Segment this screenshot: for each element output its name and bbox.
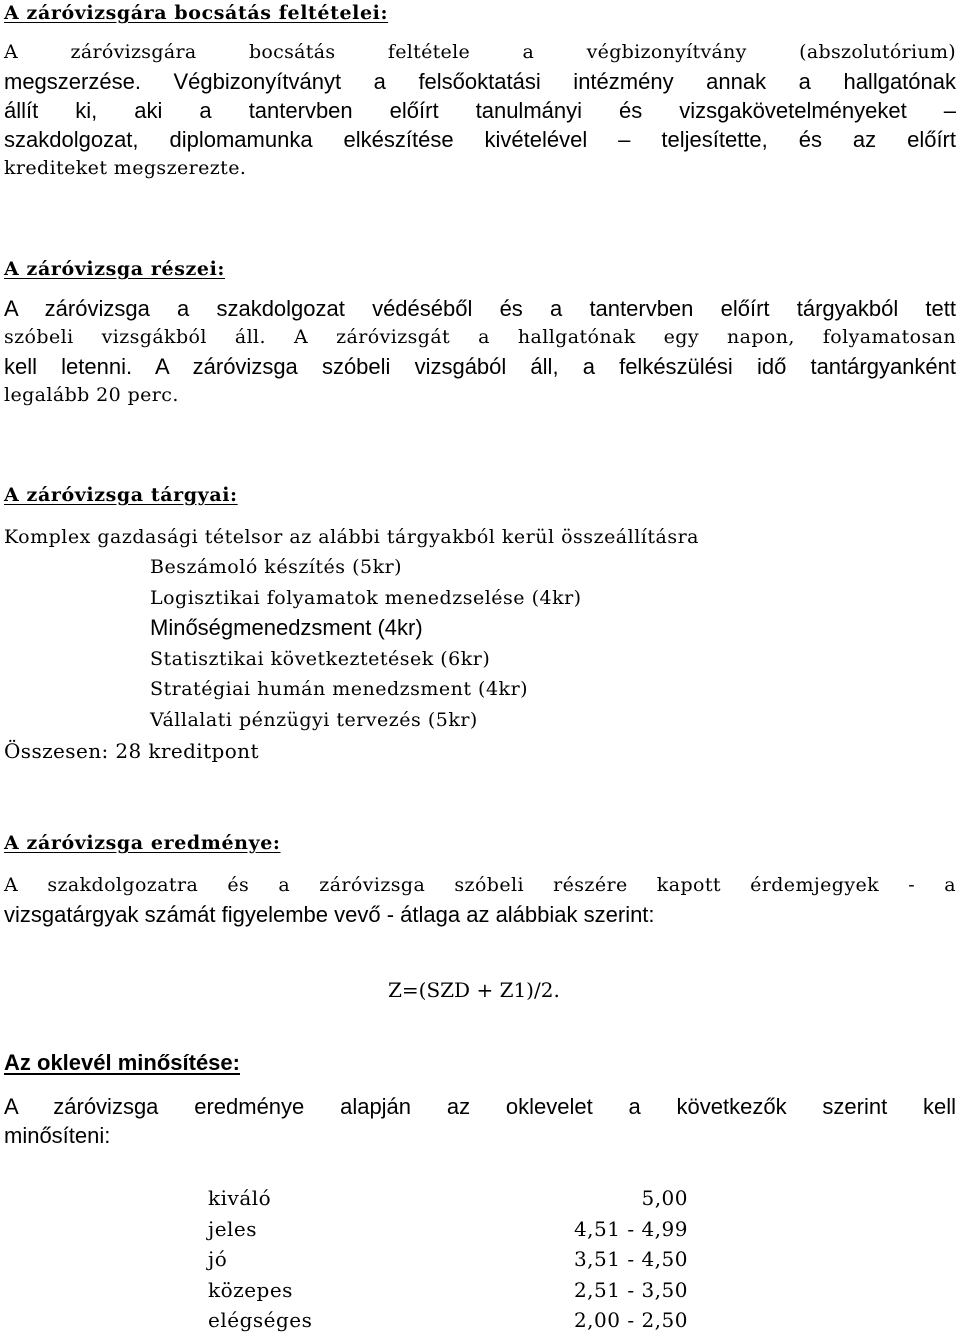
result-paragraph bbox=[4, 871, 956, 929]
grade-range: 5,00 bbox=[641, 1186, 688, 1211]
grade-range: 2,00 - 2,50 bbox=[573, 1308, 688, 1333]
subject-item: Vállalati pénzügyi tervezés (5kr) bbox=[150, 709, 478, 731]
grade-row bbox=[208, 1275, 688, 1306]
subject-item: Logisztikai folyamatok menedzselése (4kr) bbox=[150, 587, 582, 609]
subjects-intro: Komplex gazdasági tételsor az alábbi tárgyakból kerül összeállításra bbox=[4, 526, 699, 548]
admission-line: állít ki, aki a tantervben előírt tanulmányi és vizsgakövetelményeket – bbox=[4, 98, 956, 123]
parts-line: legalább 20 perc. bbox=[4, 384, 179, 406]
grade-label: kiváló bbox=[208, 1186, 272, 1211]
grade-range: 4,51 - 4,99 bbox=[573, 1216, 688, 1241]
grade-range: 2,51 - 3,50 bbox=[573, 1277, 688, 1302]
grade-table bbox=[208, 1183, 688, 1336]
parts-paragraph bbox=[4, 294, 956, 410]
grade-label: közepes bbox=[208, 1277, 293, 1302]
subjects-total: Összesen: 28 kreditpont bbox=[4, 739, 259, 763]
diploma-heading: Az oklevél minősítése: bbox=[4, 1050, 240, 1075]
grade-label: jó bbox=[208, 1247, 228, 1272]
admission-line: szakdolgozat, diplomamunka elkészítése kivételével – teljesítette, és az előírt bbox=[4, 127, 956, 152]
subjects-heading: A záróvizsga tárgyai: bbox=[4, 484, 238, 506]
admission-line: krediteket megszerezte. bbox=[4, 157, 247, 179]
diploma-line: A záróvizsga eredménye alapján az oklevelet a következők szerint kell bbox=[4, 1094, 956, 1119]
subject-item: Beszámoló készítés (5kr) bbox=[150, 556, 403, 578]
grade-row bbox=[208, 1183, 688, 1214]
subject-item: Statisztikai következtetések (6kr) bbox=[150, 648, 491, 670]
result-line: A szakdolgozatra és a záróvizsga szóbeli részére kapott érdemjegyek - a bbox=[4, 874, 956, 896]
parts-line: A záróvizsga a szakdolgozat védéséből és a tantervben előírt tárgyakból tett bbox=[4, 296, 956, 321]
subject-item: Stratégiai humán menedzsment (4kr) bbox=[150, 678, 529, 700]
admission-line: megszerzése. Végbizonyítványt a felsőoktatási intézmény annak a hallgatónak bbox=[4, 69, 956, 94]
grade-range: 3,51 - 4,50 bbox=[573, 1247, 688, 1272]
admission-heading: A záróvizsgára bocsátás feltételei: bbox=[4, 2, 389, 24]
admission-line: A záróvizsgára bocsátás feltétele a végbizonyítvány (abszolutórium) bbox=[4, 41, 956, 63]
result-formula: Z=(SZD + Z1)/2. bbox=[388, 978, 560, 1002]
parts-line: szóbeli vizsgákból áll. A záróvizsgát a hallgatónak egy napon, folyamatosan bbox=[4, 326, 956, 348]
parts-line: kell letenni. A záróvizsga szóbeli vizsgából áll, a felkészülési idő tantárgyanként bbox=[4, 354, 956, 379]
grade-row bbox=[208, 1214, 688, 1245]
grade-row bbox=[208, 1305, 688, 1336]
result-line: vizsgatárgyak számát figyelembe vevő - átlaga az alábbiak szerint: bbox=[4, 902, 655, 927]
result-heading: A záróvizsga eredménye: bbox=[4, 832, 281, 854]
admission-paragraph bbox=[4, 38, 956, 183]
grade-row bbox=[208, 1244, 688, 1275]
subject-item: Minőségmenedzsment (4kr) bbox=[150, 615, 423, 640]
diploma-paragraph bbox=[4, 1092, 956, 1150]
diploma-line: minősíteni: bbox=[4, 1123, 111, 1148]
parts-heading: A záróvizsga részei: bbox=[4, 258, 225, 280]
grade-label: jeles bbox=[208, 1216, 258, 1241]
grade-label: elégséges bbox=[208, 1308, 313, 1333]
